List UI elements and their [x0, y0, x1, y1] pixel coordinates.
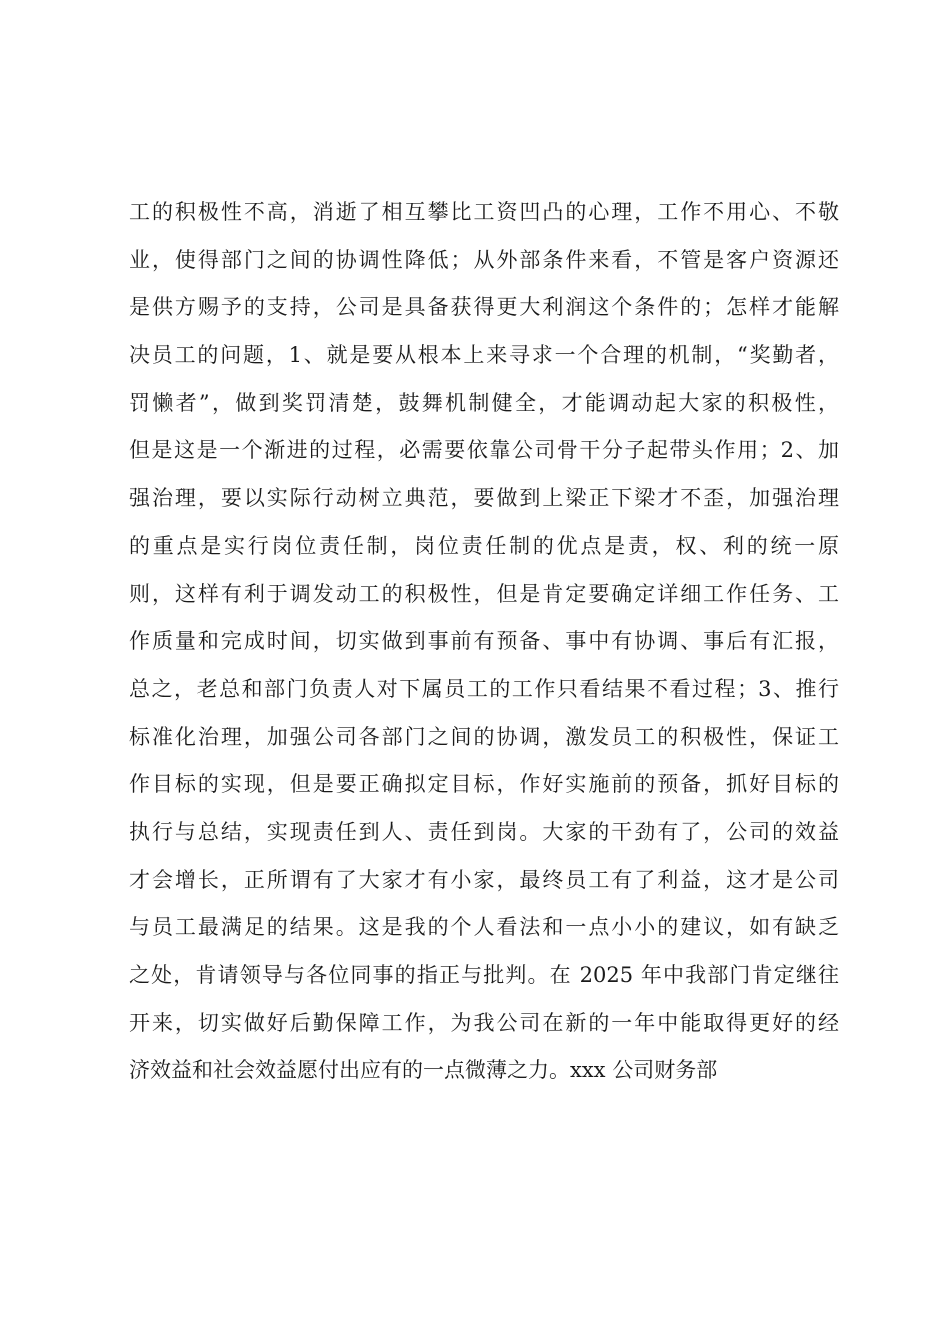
paragraph-line-17: 之处，肯请领导与各位同事的指正与批判。在 2025 年中我部门肯定继往: [129, 963, 839, 987]
paragraph-line-12: 标准化治理，加强公司各部门之间的协调，激发员工的积极性，保证工: [129, 724, 839, 749]
paragraph-line-14: 执行与总结，实现责任到人、责任到岗。大家的干劲有了，公司的效益: [129, 819, 839, 844]
paragraph-line-16: 与员工最满足的结果。这是我的个人看法和一点小小的建议，如有缺乏: [129, 915, 839, 940]
paragraph-line-11: 总之，老总和部门负责人对下属员工的工作只看结果不看过程；3、推行: [129, 676, 839, 701]
paragraph-line-8: 的重点是实行岗位责任制，岗位责任制的优点是责，权、利的统一原: [129, 533, 839, 558]
paragraph-line-10: 作质量和完成时间，切实做到事前有预备、事中有协调、事后有汇报，: [129, 629, 839, 654]
paragraph-line-13: 作目标的实现，但是要正确拟定目标，作好实施前的预备，抓好目标的: [129, 772, 839, 797]
paragraph-line-15: 才会增长，正所谓有了大家才有小家，最终员工有了利益，这才是公司: [129, 867, 839, 892]
paragraph-line-9: 则，这样有利于调发动工的积极性，但是肯定要确定详细工作任务、工: [129, 581, 839, 606]
paragraph-line-1: 工的积极性不高，消逝了相互攀比工资凹凸的心理，工作不用心、不敬: [129, 200, 839, 224]
paragraph-line-6: 但是这是一个渐进的过程，必需要依靠公司骨干分子起带头作用；2、加: [129, 438, 839, 463]
body-paragraph: [129, 189, 839, 1095]
paragraph-line-7: 强治理，要以实际行动树立典范，要做到上梁正下梁才不歪，加强治理: [129, 486, 839, 511]
paragraph-line-4: 决员工的问题，1、就是要从根本上来寻求一个合理的机制，“奖勤者，: [129, 343, 839, 368]
paragraph-line-2: 业，使得部门之间的协调性降低；从外部条件来看，不管是客户资源还: [129, 247, 839, 272]
paragraph-line-3: 是供方赐予的支持，公司是具备获得更大利润这个条件的；怎样才能解: [129, 295, 839, 320]
paragraph-line-19: 济效益和社会效益愿付出应有的一点微薄之力。xxx 公司财务部: [129, 1058, 718, 1083]
paragraph-line-18: 开来，切实做好后勤保障工作，为我公司在新的一年中能取得更好的经: [129, 1010, 839, 1035]
paragraph-line-5: 罚懒者”，做到奖罚清楚，鼓舞机制健全，才能调动起大家的积极性，: [129, 390, 839, 415]
